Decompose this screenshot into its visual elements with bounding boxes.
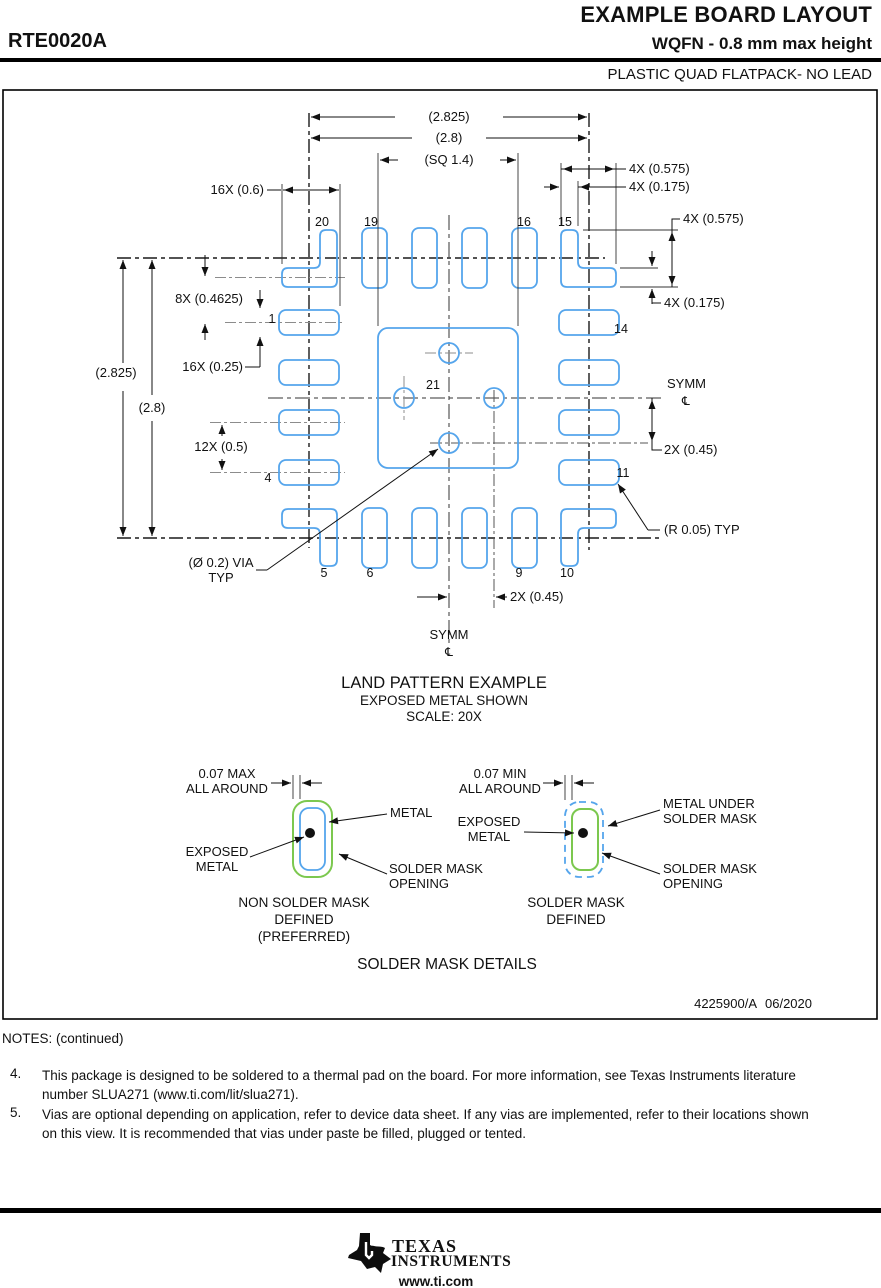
- caption-title: LAND PATTERN EXAMPLE: [341, 674, 547, 692]
- sm-left-opening2: OPENING: [389, 876, 449, 891]
- exposed-metal-dot-left: [305, 828, 315, 838]
- sm-right-dim2: ALL AROUND: [459, 781, 541, 796]
- note-4-text: [42, 1066, 874, 1104]
- solder-mask-details-title: SOLDER MASK DETAILS: [357, 956, 537, 973]
- pin-14: 14: [614, 322, 628, 336]
- note-5-number: 5.: [10, 1105, 22, 1120]
- pin-19: 19: [364, 215, 378, 229]
- exposed-metal-dot-right: [578, 828, 588, 838]
- sm-right-exposed1: EXPOSED: [457, 814, 521, 829]
- sm-right-cap2: DEFINED: [546, 912, 606, 927]
- dim-pad-length: 16X (0.6): [210, 182, 264, 197]
- non-solder-mask-defined-figure: [186, 766, 484, 944]
- dim-top: (2.8): [435, 130, 463, 145]
- extension-lines: [282, 153, 678, 326]
- footer-rule: [0, 1208, 881, 1213]
- note-4-line2: number SLUA271 (www.ti.com/lit/slua271).: [42, 1087, 299, 1102]
- page-title: EXAMPLE BOARD LAYOUT: [580, 2, 872, 27]
- brand-instruments: INSTRUMENTS: [391, 1253, 512, 1270]
- sm-right-under2: SOLDER MASK: [663, 811, 757, 826]
- pin-16: 16: [517, 215, 531, 229]
- sm-left-opening1: SOLDER MASK: [389, 861, 483, 876]
- note-5-line2: on this view. It is recommended that vias under paste be filled, plugged or tented.: [42, 1126, 527, 1141]
- dim-thermal: (SQ 1.4): [424, 152, 474, 167]
- package-type: PLASTIC QUAD FLATPACK- NO LEAD: [607, 66, 872, 83]
- dim-corner-length-v: 4X (0.575): [683, 211, 744, 226]
- package-subtitle: WQFN - 0.8 mm max height: [651, 34, 872, 53]
- caption-sub2: SCALE: 20X: [406, 709, 482, 724]
- sm-left-metal-label: METAL: [390, 805, 433, 820]
- dim-left-outer: (2.825): [95, 365, 137, 380]
- dim-corner-width-h: 4X (0.175): [629, 179, 690, 194]
- dim-corner-length-h: 4X (0.575): [629, 161, 690, 176]
- notes-heading: NOTES: (continued): [2, 1031, 124, 1046]
- pin-11: 11: [616, 466, 630, 480]
- sm-left-dim1: 0.07 MAX: [198, 766, 256, 781]
- dimension-lines: [123, 117, 680, 597]
- sm-right-opening1: SOLDER MASK: [663, 861, 757, 876]
- solder-mask-opening-outline-right: [572, 809, 598, 870]
- note-5-text: [42, 1105, 874, 1143]
- brand-texas: TEXAS: [392, 1236, 458, 1256]
- land-pattern-caption: [341, 674, 547, 724]
- symm-label-bottom: SYMM: [429, 627, 469, 642]
- via-callout-line1: (Ø 0.2) VIA: [188, 555, 254, 570]
- sm-left-dim2: ALL AROUND: [186, 781, 268, 796]
- sm-left-cap3: (PREFERRED): [257, 929, 351, 944]
- pin-10: 10: [560, 566, 574, 580]
- doc-number: 4225900/A: [694, 996, 757, 1011]
- sm-left-exposed2: METAL: [195, 859, 239, 874]
- sm-right-exposed2: METAL: [467, 829, 511, 844]
- sm-right-cap1: SOLDER MASK: [527, 895, 625, 910]
- dim-pitch: 12X (0.5): [194, 439, 248, 454]
- via-callout-line2: TYP: [208, 570, 234, 585]
- sm-right-opening2: OPENING: [663, 876, 723, 891]
- part-number: RTE0020A: [8, 30, 107, 52]
- ti-texas-logo-icon: [346, 1232, 392, 1274]
- pin-15: 15: [558, 215, 572, 229]
- pin-1: 1: [268, 312, 276, 326]
- sm-left-cap1: NON SOLDER MASK: [238, 895, 370, 910]
- dim-pad-width: 16X (0.25): [182, 359, 243, 374]
- solder-mask-defined-figure: [458, 766, 758, 927]
- metal-pad-outline-left: [300, 808, 325, 870]
- sm-left-exposed1: EXPOSED: [185, 844, 249, 859]
- sm-left-cap2: DEFINED: [274, 912, 334, 927]
- pin-4: 4: [264, 471, 272, 485]
- dim-corner-width-v: 4X (0.175): [664, 295, 725, 310]
- centerline-symbol-right: ℄: [682, 394, 690, 408]
- note-5-line1: Vias are optional depending on application, refer to device data sheet. If any vias are implemented, refer to their locations shown: [42, 1107, 809, 1122]
- note-4-number: 4.: [10, 1066, 22, 1081]
- pin-6: 6: [366, 566, 374, 580]
- dim-left: (2.8): [138, 400, 166, 415]
- note-4-line1: This package is designed to be soldered to a thermal pad on the board. For more information, see Texas Instruments literature: [42, 1068, 796, 1083]
- dim-corner-radius: (R 0.05) TYP: [664, 522, 740, 537]
- ti-url: www.ti.com: [398, 1274, 474, 1288]
- dim-top-outer: (2.825): [428, 109, 470, 124]
- sm-right-dim1: 0.07 MIN: [473, 766, 527, 781]
- pin-5: 5: [320, 566, 328, 580]
- doc-date: 06/2020: [765, 996, 812, 1011]
- dim-via-offset-y: 2X (0.45): [664, 442, 718, 457]
- centerline-symbol-bottom: ℄: [445, 645, 453, 659]
- pin-9: 9: [515, 566, 523, 580]
- caption-sub1: EXPOSED METAL SHOWN: [359, 693, 529, 708]
- symm-label-right: SYMM: [667, 376, 706, 391]
- dim-row-spacing: 8X (0.4625): [175, 291, 243, 306]
- dimension-labels: [95, 109, 743, 659]
- sm-right-under1: METAL UNDER: [663, 796, 755, 811]
- pin-21: 21: [426, 378, 440, 392]
- dim-via-offset-x: 2X (0.45): [510, 589, 564, 604]
- pin-20: 20: [315, 215, 329, 229]
